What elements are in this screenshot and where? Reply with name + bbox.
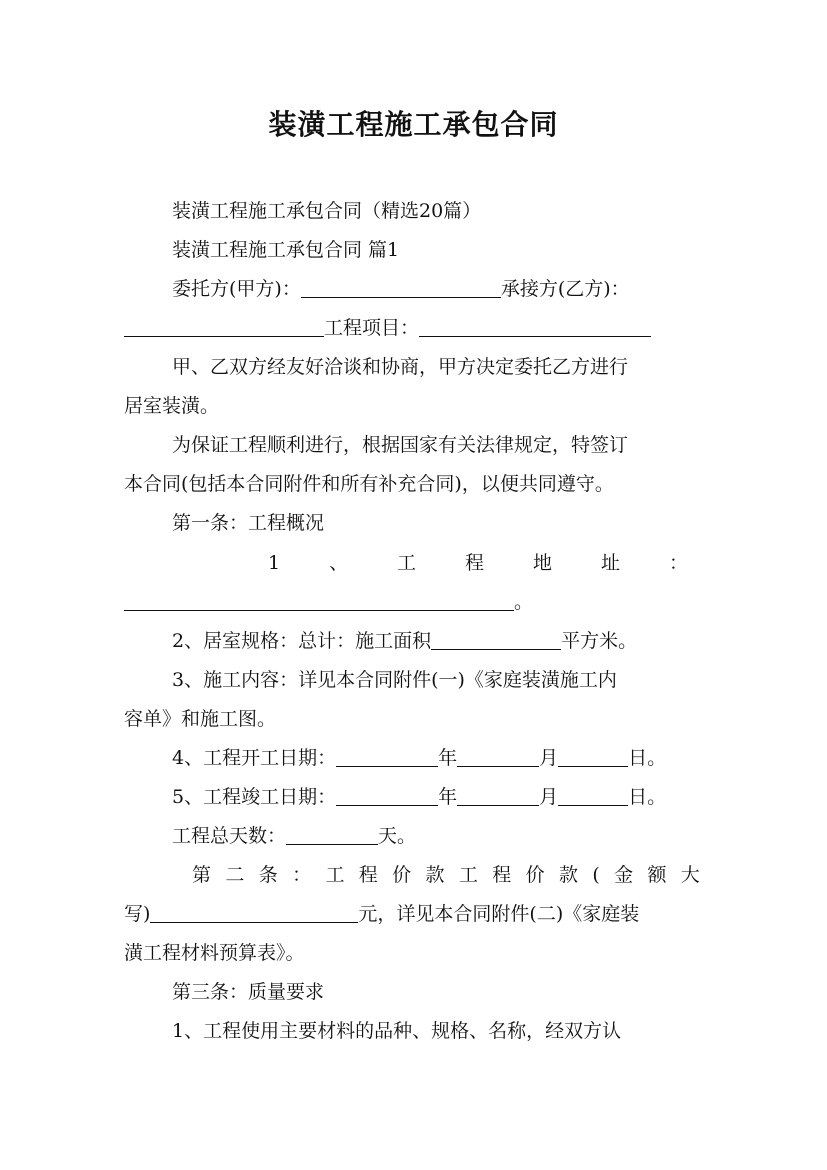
- heading-char: (: [592, 864, 600, 886]
- address-char: 1: [268, 552, 281, 574]
- heading-char: 大: [680, 864, 700, 886]
- heading-char: 二: [225, 864, 245, 886]
- content-line-2: 容单》和施工图。: [124, 708, 277, 730]
- section-2-heading: [192, 862, 700, 888]
- heading-char: 价: [525, 864, 545, 886]
- month-label: 月: [539, 786, 559, 808]
- total-days-suffix: 天。: [378, 825, 417, 847]
- heading-char: 工: [458, 864, 478, 886]
- section-1-heading: 第一条：工程概况: [172, 512, 325, 534]
- heading-char: 金: [614, 864, 634, 886]
- heading-char: 工: [325, 864, 345, 886]
- client-blank: [301, 278, 501, 298]
- start-year-blank: [336, 747, 438, 767]
- price-line: [124, 901, 704, 927]
- address-char: 址: [601, 552, 621, 574]
- spec-line: [172, 628, 704, 654]
- project-label: 工程项目：: [324, 317, 420, 339]
- heading-char: 款: [558, 864, 578, 886]
- heading-char: 价: [392, 864, 412, 886]
- contractor-blank: [124, 317, 324, 337]
- address-blank: [124, 591, 514, 611]
- quality-line-1: 1、工程使用主要材料的品种、规格、名称，经双方认: [172, 1020, 622, 1042]
- days-blank: [286, 825, 378, 845]
- intro-paragraph-1-line-2: 居室装潢。: [124, 395, 220, 417]
- intro-paragraph-1-line-1: 甲、乙双方经友好洽谈和协商，甲方决定委托乙方进行: [172, 356, 629, 378]
- month-label: 月: [539, 747, 559, 769]
- total-days-line: [172, 823, 704, 849]
- address-line: [268, 550, 688, 576]
- address-char: 、: [329, 552, 349, 574]
- total-days-label: 工程总天数：: [172, 825, 287, 847]
- heading-char: 条: [258, 864, 278, 886]
- intro-paragraph-2-line-2: 本合同(包括本合同附件和所有补充合同)，以便共同遵守。: [124, 473, 614, 495]
- start-date-line: [172, 745, 704, 771]
- address-blank-line: [124, 589, 704, 615]
- heading-char: 款: [425, 864, 445, 886]
- address-char: 程: [465, 552, 485, 574]
- start-date-label: 4、工程开工日期：: [172, 747, 337, 769]
- end-month-blank: [457, 786, 539, 806]
- heading-char: 程: [358, 864, 378, 886]
- year-label: 年: [438, 747, 458, 769]
- end-day-blank: [558, 786, 628, 806]
- project-line: [124, 315, 704, 341]
- heading-char: 程: [492, 864, 512, 886]
- intro-paragraph-2-line-1: 为保证工程顺利进行，根据国家有关法律规定，特签订: [172, 434, 629, 456]
- end-date-line: [172, 784, 704, 810]
- parties-line: [172, 276, 704, 302]
- spec-suffix: 平方米。: [561, 630, 638, 652]
- address-char: 地: [533, 552, 553, 574]
- price-prefix: 写): [124, 903, 151, 925]
- area-blank: [431, 630, 561, 650]
- year-label: 年: [438, 786, 458, 808]
- end-year-blank: [336, 786, 438, 806]
- article-heading: 装潢工程施工承包合同 篇1: [172, 239, 400, 261]
- price-suffix: 元，详见本合同附件(二)《家庭装: [358, 903, 640, 925]
- address-end: 。: [514, 591, 534, 613]
- end-date-label: 5、工程竣工日期：: [172, 786, 337, 808]
- document-title: 装潢工程施工承包合同: [268, 108, 559, 141]
- day-label: 日。: [628, 786, 667, 808]
- address-char: ：: [668, 552, 688, 574]
- address-char: 工: [397, 552, 417, 574]
- contractor-label: 承接方(乙方)：: [500, 278, 630, 300]
- price-blank: [150, 903, 358, 923]
- start-month-blank: [457, 747, 539, 767]
- day-label: 日。: [628, 747, 667, 769]
- heading-char: ：: [292, 864, 312, 886]
- content-line-1: 3、施工内容：详见本合同附件(一)《家庭装潢施工内: [172, 669, 617, 691]
- heading-char: 第: [192, 864, 212, 886]
- heading-char: 额: [647, 864, 667, 886]
- subtitle: 装潢工程施工承包合同（精选20篇）: [172, 200, 482, 222]
- price-line-2: 潢工程材料预算表》。: [124, 942, 305, 964]
- project-blank: [419, 317, 651, 337]
- section-3-heading: 第三条：质量要求: [172, 981, 325, 1003]
- start-day-blank: [558, 747, 628, 767]
- client-label: 委托方(甲方)：: [172, 278, 301, 300]
- spec-prefix: 2、居室规格：总计：施工面积: [172, 630, 432, 652]
